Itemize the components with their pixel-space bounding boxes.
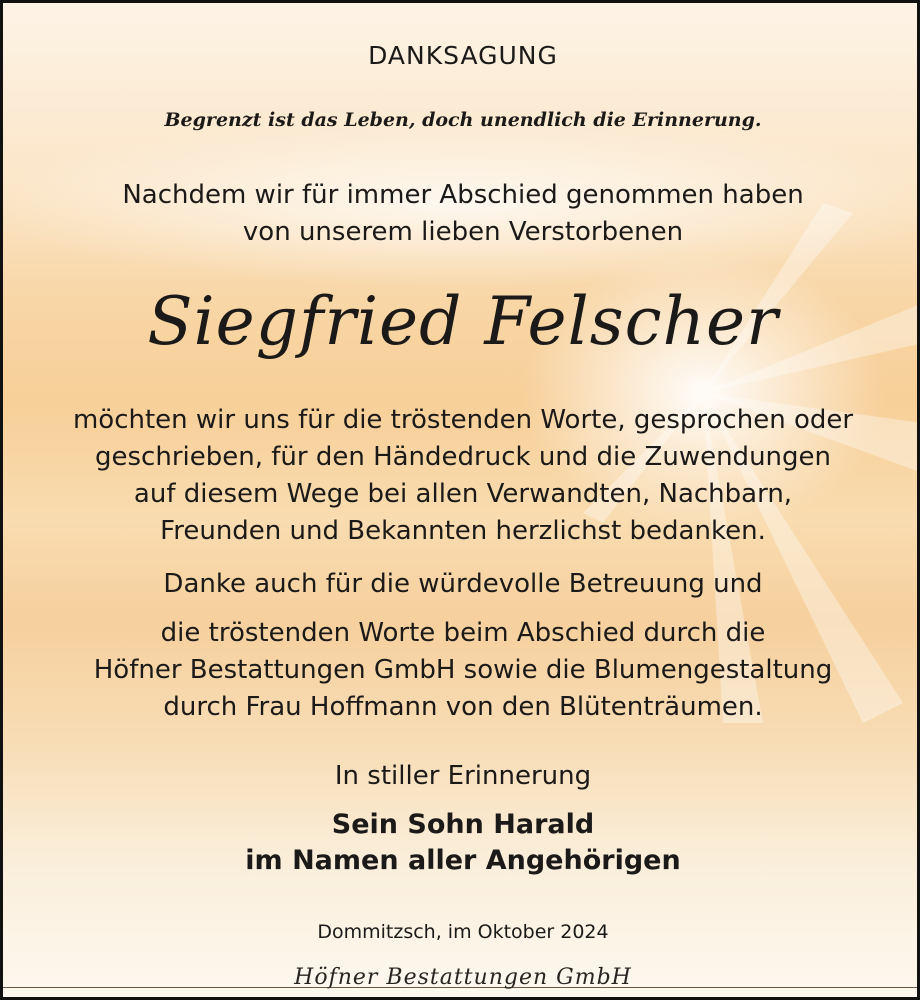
thanks-line: möchten wir uns für die tröstenden Worte, gesprochen oder bbox=[72, 405, 854, 435]
closing: In stiller Erinnerung bbox=[334, 761, 592, 791]
thanks2-line: die tröstenden Worte beim Abschied durch die bbox=[160, 618, 766, 648]
place-date: Dommitzsch, im Oktober 2024 bbox=[317, 921, 609, 943]
funeral-home-logo: Höfner Bestattungen GmbH bbox=[294, 965, 632, 990]
thanks-line: auf diesem Wege bei allen Verwandten, Nachbarn, bbox=[133, 479, 793, 509]
motto: Begrenzt ist das Leben, doch unendlich die Erinnerung. bbox=[164, 109, 762, 131]
thanks2-line: durch Frau Hoffmann von den Blütenträumen. bbox=[163, 692, 763, 722]
intro-line: von unserem lieben Verstorbenen bbox=[242, 217, 684, 247]
signature-line: im Namen aller Angehörigen bbox=[245, 845, 681, 876]
thanks2-line: Danke auch für die würdevolle Betreuung und bbox=[163, 569, 763, 599]
thanks-line: Freunden und Bekannten herzlichst bedanken. bbox=[160, 516, 766, 546]
thanks-line: geschrieben, für den Händedruck und die Zuwendungen bbox=[95, 442, 831, 472]
intro-line: Nachdem wir für immer Abschied genommen haben bbox=[122, 180, 804, 210]
heading: DANKSAGUNG bbox=[368, 41, 558, 70]
deceased-name: Siegfried Felscher bbox=[147, 283, 779, 360]
thanks2-line: Höfner Bestattungen GmbH sowie die Blumengestaltung bbox=[93, 655, 833, 685]
signature-line: Sein Sohn Harald bbox=[331, 809, 595, 840]
